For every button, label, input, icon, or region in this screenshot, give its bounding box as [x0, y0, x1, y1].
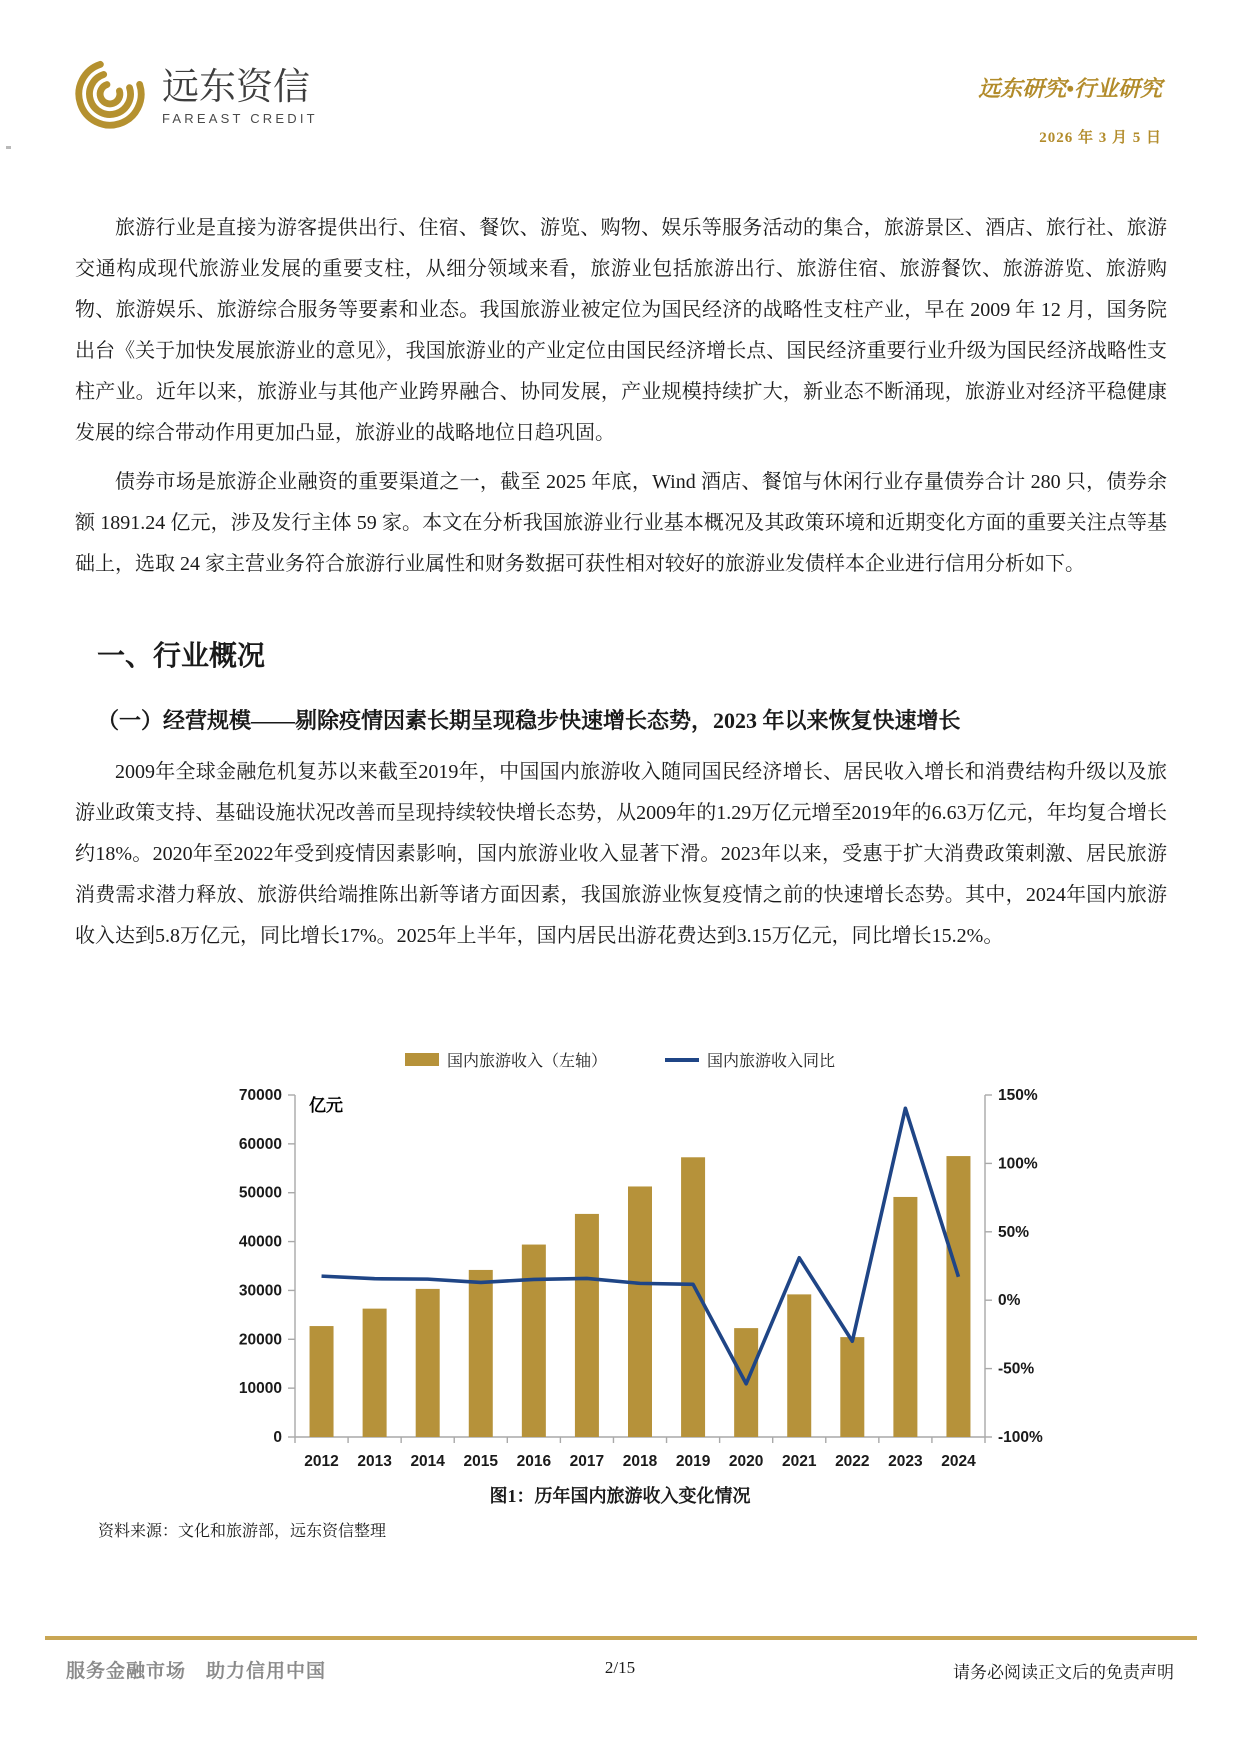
header-logo: [72, 56, 318, 137]
paragraph-revenue-growth: 2009年全球金融危机复苏以来截至2019年，中国国内旅游收入随同国民经济增长、居民收入增长和消费结构升级以及旅游业政策支持、基础设施状况改善而呈现持续较快增长态势，从2009年的1.29万亿元增至2019年的6.63万亿元，年均复合增长约18%。2020年至2022年受到疫情因素影响，国内旅游业收入显著下滑。2023年以来，受惠于扩大消费政策刺激、居民旅游消费需求潜力释放、旅游供给端推陈出新等诸方面因素，我国旅游业恢复疫情之前的快速增长态势。其中，2024年国内旅游收入达到5.8万亿元，同比增长17%。2025年上半年，国内居民出游花费达到3.15万亿元，同比增长15.2%。: [75, 761, 1167, 947]
footer-slogan: 服务金融市场 助力信用中国: [66, 1661, 327, 1682]
legend-line-swatch: [665, 1058, 699, 1062]
footer-rule: [45, 1636, 1197, 1640]
svg-text:2014: 2014: [410, 1453, 445, 1470]
svg-text:2013: 2013: [357, 1453, 392, 1470]
svg-text:2018: 2018: [622, 1453, 658, 1470]
svg-text:20000: 20000: [238, 1331, 282, 1349]
legend-bar-swatch: [405, 1053, 439, 1066]
svg-text:2021: 2021: [781, 1453, 817, 1470]
svg-text:40000: 40000: [238, 1233, 282, 1251]
section-title: 一、行业概况: [97, 641, 266, 672]
footer-disclaimer-note: 请务必阅读正文后的免责声明: [953, 1663, 1174, 1682]
svg-text:2015: 2015: [463, 1453, 499, 1470]
svg-text:50%: 50%: [998, 1223, 1030, 1241]
chart-legend: [0, 1048, 1240, 1071]
svg-text:10000: 10000: [238, 1380, 282, 1398]
svg-text:70000: 70000: [238, 1087, 282, 1104]
paragraph-industry-overview: 旅游行业是直接为游客提供出行、住宿、餐饮、游览、购物、娱乐等服务活动的集合，旅游景区、酒店、旅行社、旅游交通构成现代旅游业发展的重要支柱，从细分领域来看，旅游业包括旅游出行、旅游住宿、旅游餐饮、旅游游览、旅游购物、旅游娱乐、旅游综合服务等要素和业态。我国旅游业被定位为国民经济的战略性支柱产业，早在 2009 年 12 月，国务院出台《关于加快发展旅游业的意见》，我国旅游业的产业定位由国民经济增长点、国民经济重要行业升级为国民经济战略性支柱产业。近年以来，旅游业与其他产业跨界融合、协同发展，产业规模持续扩大，新业态不断涌现，旅游业对经济平稳健康发展的综合带动作用更加凸显，旅游业的战略地位日趋巩固。: [75, 217, 1167, 444]
svg-text:100%: 100%: [998, 1155, 1038, 1173]
logo-name-cn: 远东资信: [162, 66, 310, 108]
figure-caption: 图1：历年国内旅游收入变化情况: [489, 1486, 751, 1506]
svg-text:30000: 30000: [238, 1282, 282, 1300]
legend-label: 国内旅游收入同比: [707, 1053, 836, 1070]
svg-text:0: 0: [273, 1429, 282, 1446]
svg-text:2020: 2020: [728, 1453, 764, 1470]
legend-label: 国内旅游收入（左轴）: [446, 1053, 607, 1070]
svg-text:2012: 2012: [304, 1453, 339, 1470]
svg-text:2016: 2016: [516, 1453, 552, 1470]
figure-source: 资料来源：文化和旅游部，远东资信整理: [98, 1523, 387, 1540]
figure-chart-svg: [0, 1080, 1240, 1480]
svg-text:50000: 50000: [238, 1184, 282, 1202]
footer-page-number: 2/15: [604, 1658, 636, 1677]
legend-item: [405, 1048, 607, 1071]
svg-text:60000: 60000: [238, 1135, 282, 1153]
paragraph-bond-market: 债券市场是旅游企业融资的重要渠道之一，截至 2025 年底，Wind 酒店、餐馆与休闲行业存量债券合计 280 只，债券余额 1891.24 亿元，涉及发行主体 59 家。本文在分析我国旅游业行业基本概况及其政策环境和近期变化方面的重要关注点等基础上，选取 24 家主营业务符合旅游行业属性和财务数据可获性相对较好的旅游业发债样本企业进行信用分析如下。: [75, 471, 1167, 575]
svg-text:150%: 150%: [998, 1087, 1038, 1104]
svg-text:2017: 2017: [569, 1453, 605, 1470]
fareast-credit-logo-icon: [72, 56, 148, 137]
logo-name-en: FAREAST CREDIT: [162, 110, 318, 126]
svg-text:2022: 2022: [835, 1453, 870, 1470]
legend-item: [665, 1048, 835, 1071]
svg-text:-50%: -50%: [998, 1360, 1035, 1378]
svg-text:2019: 2019: [675, 1453, 711, 1470]
section-subtitle: （一）经营规模——剔除疫情因素长期呈现稳步快速增长态势，2023 年以来恢复快速增长: [97, 708, 961, 733]
svg-text:2023: 2023: [888, 1453, 923, 1470]
svg-text:亿元: 亿元: [309, 1096, 343, 1115]
page-margin-mark: [6, 146, 11, 149]
svg-text:-100%: -100%: [998, 1429, 1043, 1446]
svg-text:0%: 0%: [998, 1292, 1021, 1310]
report-date: 2026 年 3 月 5 日: [1039, 130, 1162, 146]
report-series-label: 远东研究•行业研究: [978, 76, 1162, 101]
svg-text:2024: 2024: [941, 1453, 976, 1470]
